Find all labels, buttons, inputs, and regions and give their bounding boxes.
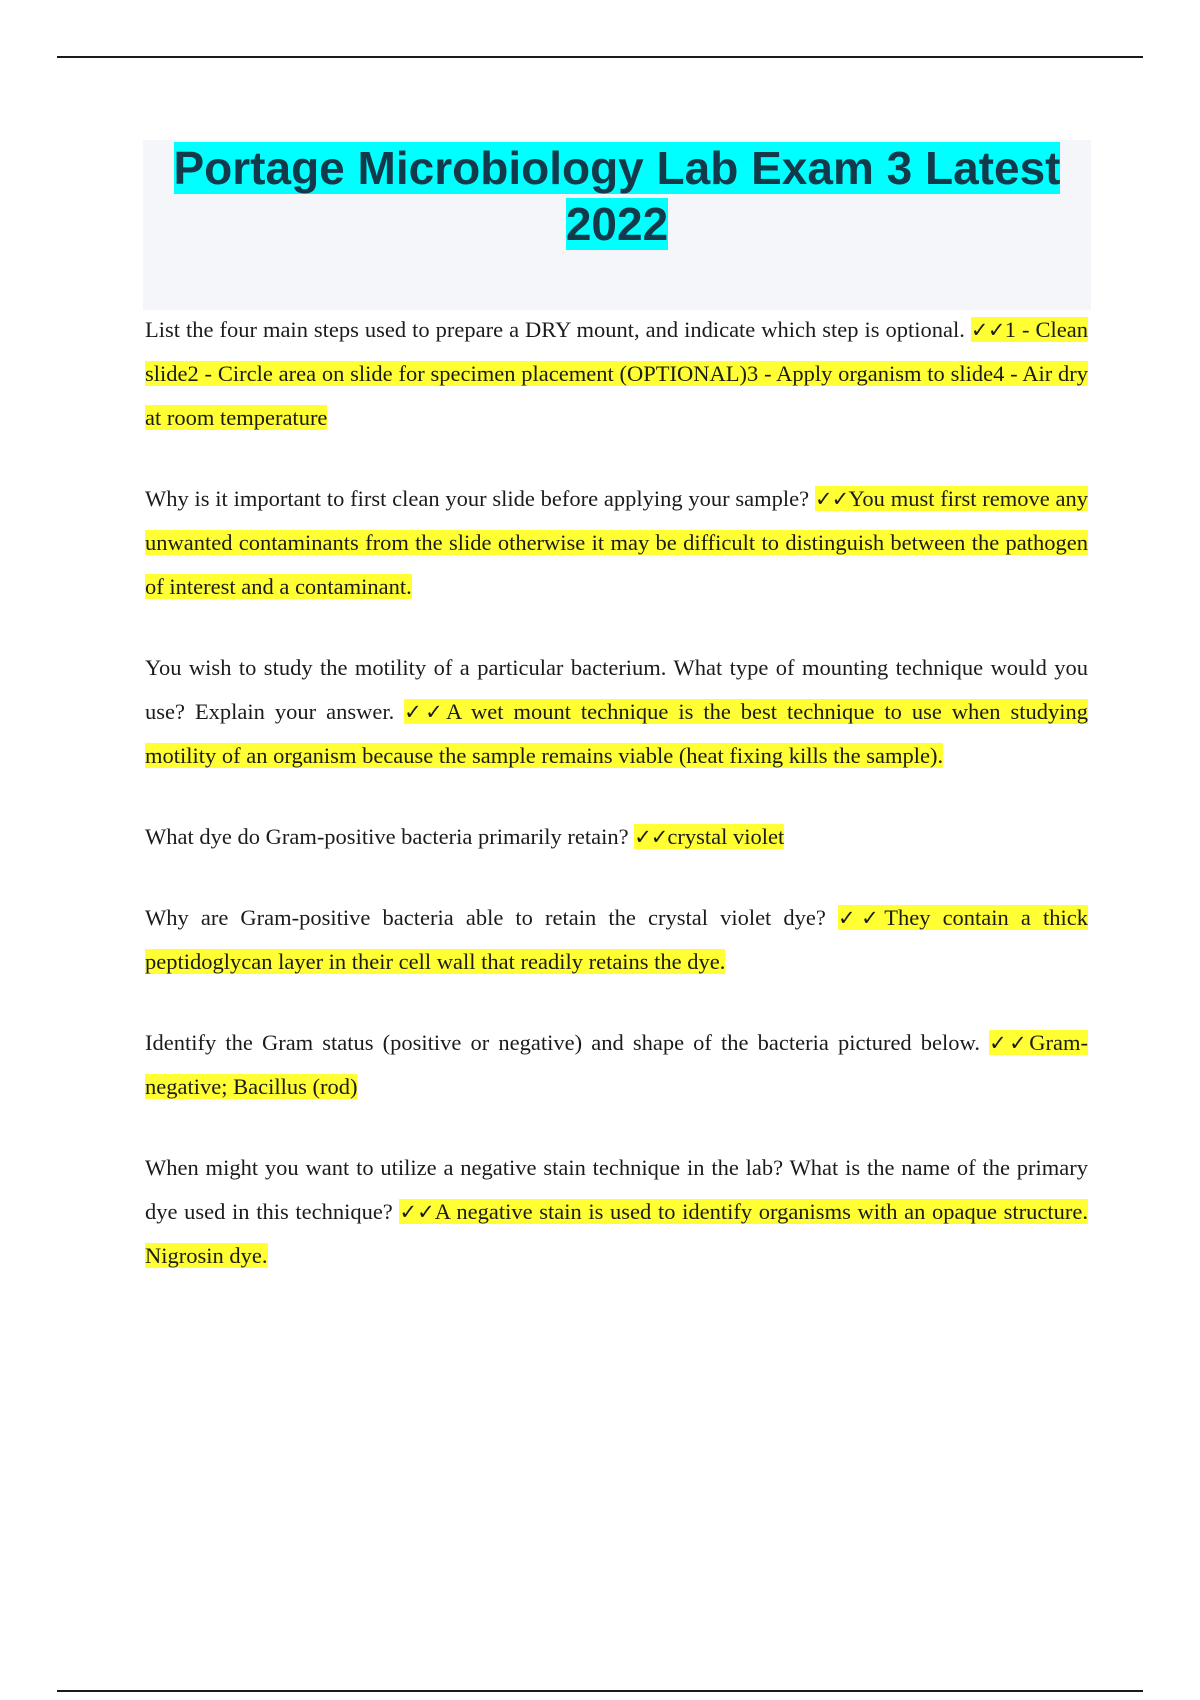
- qa-item: [145, 308, 1088, 440]
- answer-body: Gram-negative; Bacillus (rod): [145, 1030, 1088, 1099]
- question-text: Why is it important to first clean your slide before applying your sample?: [145, 486, 810, 511]
- checkmark-icon: ✓✓: [970, 318, 1005, 342]
- qa-item: [145, 477, 1088, 609]
- page-bottom-rule: [57, 1690, 1143, 1692]
- question-text: List the four main steps used to prepare a DRY mount, and indicate which step is optional.: [145, 317, 965, 342]
- answer-body: crystal violet: [667, 824, 785, 849]
- page-top-rule: [57, 56, 1143, 58]
- question-text: What dye do Gram-positive bacteria primarily retain?: [145, 824, 629, 849]
- checkmark-icon: ✓✓: [814, 487, 849, 511]
- qa-item: [145, 1146, 1088, 1278]
- title-block: [143, 140, 1091, 310]
- page-title: Portage Microbiology Lab Exam 3 Latest 2022: [173, 142, 1061, 250]
- checkmark-icon: ✓✓: [404, 700, 447, 724]
- qa-list: [145, 308, 1088, 1315]
- question-text: Why are Gram-positive bacteria able to retain the crystal violet dye?: [145, 905, 826, 930]
- answer-body: You must first remove any unwanted contaminants from the slide otherwise it may be difficult to distinguish between the pathogen of interest and a contaminant.: [145, 486, 1088, 599]
- checkmark-icon: ✓✓: [399, 1200, 435, 1224]
- checkmark-icon: ✓✓: [989, 1031, 1030, 1055]
- question-text: You wish to study the motility of a particular bacterium. What type of mounting technique would you use? Explain your answer.: [145, 655, 1088, 724]
- answer-body: 1 - Clean slide2 - Circle area on slide for specimen placement (OPTIONAL)3 - Apply organism to slide4 - Air dry at room temperature: [145, 317, 1089, 430]
- checkmark-icon: ✓✓: [634, 825, 668, 849]
- qa-item: [145, 1021, 1088, 1109]
- answer-text: [634, 824, 784, 849]
- qa-item: [145, 896, 1088, 984]
- answer-body: They contain a thick peptidoglycan layer in their cell wall that readily retains the dye.: [145, 905, 1089, 974]
- answer-body: A negative stain is used to identify organisms with an opaque structure. Nigrosin dye.: [145, 1199, 1088, 1268]
- qa-item: [145, 815, 1088, 859]
- checkmark-icon: ✓✓: [838, 906, 885, 930]
- question-text: Identify the Gram status (positive or negative) and shape of the bacteria pictured below.: [145, 1030, 980, 1055]
- question-text: When might you want to utilize a negative stain technique in the lab? What is the name of the primary dye used in this technique?: [145, 1155, 1088, 1224]
- qa-item: [145, 646, 1088, 778]
- answer-body: A wet mount technique is the best technique to use when studying motility of an organism because the sample remains viable (heat fixing kills the sample).: [145, 699, 1089, 768]
